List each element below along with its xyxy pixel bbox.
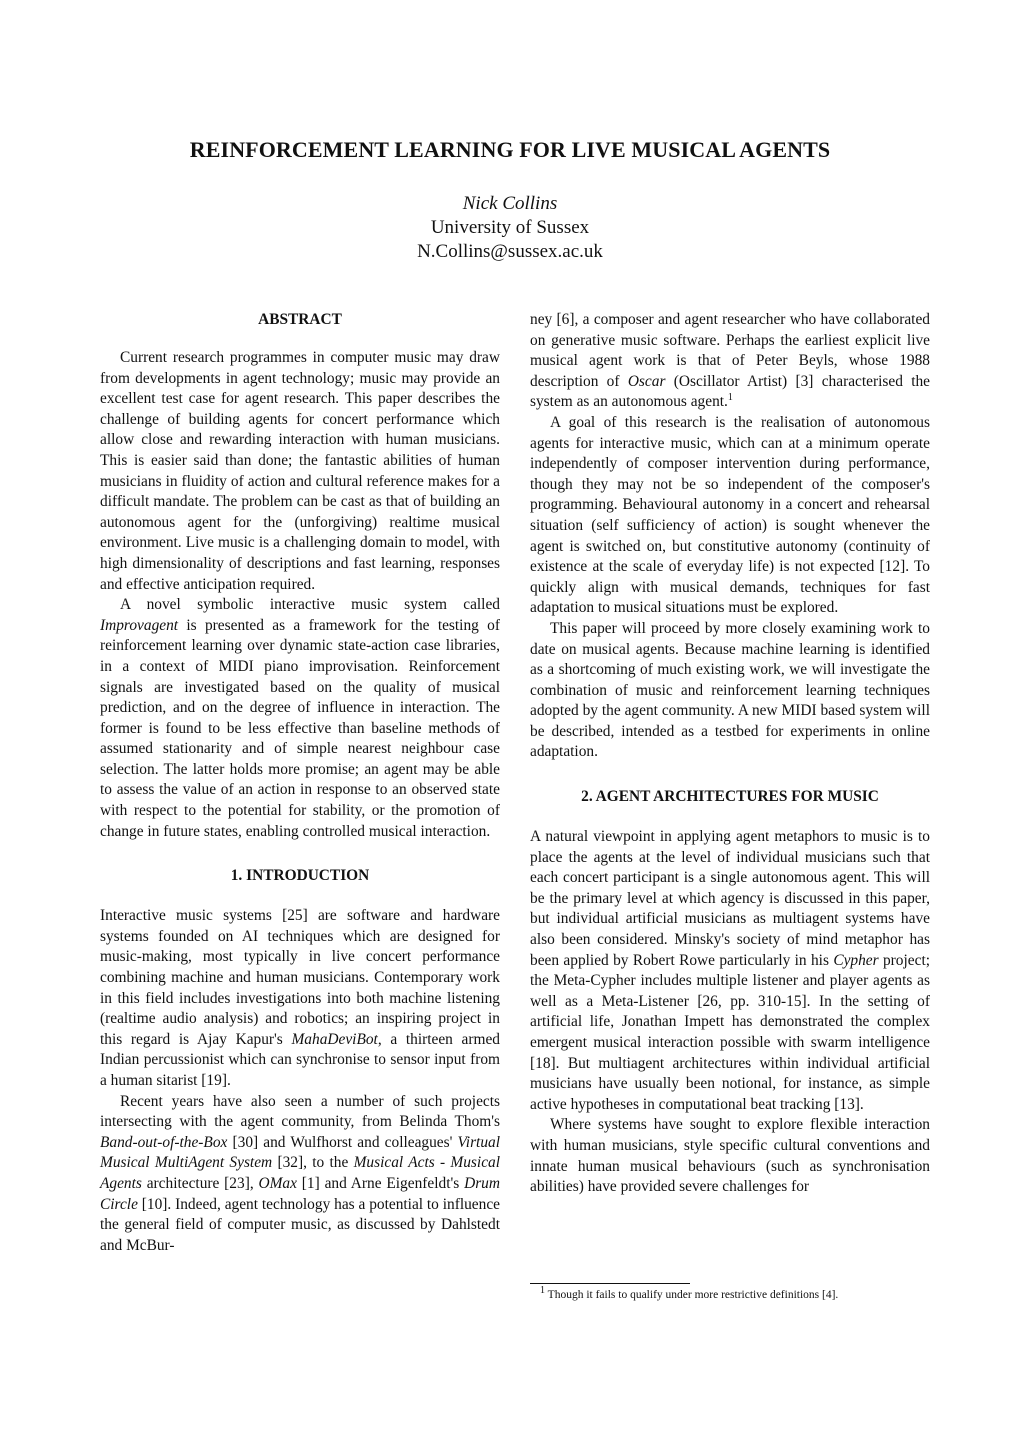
right-column xyxy=(530,310,930,1198)
intro-paragraph-2-continued: ney [6], a composer and agent researcher who have collaborated on generative music software. Perhaps the earliest explicit live musical agent work is that of Peter Beyls, whose 1988 description of Oscar (Oscillator Artist) [3] characterised the system as an autonomous agent.$^1$ xyxy=(530,311,930,411)
author-email: N.Collins@sussex.ac.uk xyxy=(417,241,603,262)
abstract-paragraph-2: A novel symbolic interactive music system called Improvagent is presented as a framework for the testing of reinforcement learning over dynamic state-action case libraries, in a context of MIDI piano improvisation. Reinforcement signals are investigated based on the quality of musical prediction, and on the degree of influence in interaction. The former is found to be less effective than baseline methods of assumed stationarity and of simple nearest neighbour case selection. The latter holds more promise; an agent may be able to assess the value of an action in response to an observed state with respect to the potential for stability, or the promotion of change in future states, enabling controlled musical interaction. xyxy=(100,596,500,840)
left-column xyxy=(100,310,500,1256)
section-2-heading: 2. AGENT ARCHITECTURES FOR MUSIC xyxy=(581,788,879,806)
footnote-area xyxy=(530,1283,930,1302)
footnote-marker: 1 xyxy=(727,392,733,404)
intro-paragraph-2: Recent years have also seen a number of such projects intersecting with the agent community, from Belinda Thom's Band-out-of-the-Box [30] and Wulfhorst and colleagues' Virtual Musical MultiAgent System [32], to the Musical Acts - Musical Agents architecture [23], OMax [1] and Arne Eigenfeldt's Drum Circle [10]. Indeed, agent technology has a potential to influence the general field of computer music, as discussed by Dahlstedt and McBur- xyxy=(100,1092,501,1254)
section-2-paragraph-1: A natural viewpoint in applying agent metaphors to music is to place the agents at the level of individual musicians such that each concert participant is a single autonomous agent. This will be the primary level at which agency is discussed in this paper, but individual artificial musicians as multiagent systems have also been considered. Minsky's society of mind metaphor has been applied by Robert Rowe particularly in his Cypher project; the Meta-Cypher includes multiple listener and player agents as well as a Meta-Listener [26, pp. 310-15]. In the setting of artificial life, Jonathan Impett has demonstrated the complex emergent musical interaction possible with swarm intelligence [18]. But multiagent architectures within individual artificial musicians have usually been notional, for instance, as simple active hypotheses in computational beat tracking [13]. xyxy=(530,828,930,1113)
author-block xyxy=(0,192,1020,264)
abstract-paragraph-1: Current research programmes in computer music may draw from developments in agent technology; music may provide an excellent test case for agent research. This paper describes the challenge of building agents for concert performance which allow close and rewarding interaction with human musicians. This is easier said than done; the fantastic abilities of human musicians in fluidity of action and cultural reference makes for a difficult mandate. The problem can be cast as that of building an autonomous agent for the (unforgiving) realtime musical environment. Live music is a challenging domain to model, with high dimensionality of descriptions and fast learning, responses and effective anticipation required. xyxy=(100,349,500,593)
footnote: $^1$ Though it fails to qualify under more restrictive definitions [4]. xyxy=(540,1285,839,1301)
intro-paragraph-4: This paper will proceed by more closely examining work to date on musical agents. Because machine learning is identified as a shortcoming of much existing work, we will investigate the combination of music and reinforcement learning techniques adopted by the agent community. A new MIDI based system will be described, intended as a testbed for experiments in online adaptation. xyxy=(530,619,930,761)
intro-paragraph-1: Interactive music systems [25] are software and hardware systems founded on AI techniques which are designed for music-making, most typically in live concert performance combining machine and human musicians. Contemporary work in this field includes investigations into both machine listening (realtime audio analysis) and robotics; an inspiring project in this regard is Ajay Kapur's MahaDeviBot, a thirteen armed Indian percussionist which can synchronise to sensor input from a human sitarist [19]. xyxy=(100,907,500,1089)
introduction-heading: 1. INTRODUCTION xyxy=(230,867,370,885)
author-affiliation: University of Sussex xyxy=(430,217,590,238)
footnote-rule xyxy=(530,1283,690,1284)
author-name: Nick Collins xyxy=(462,193,558,214)
intro-paragraph-3: A goal of this research is the realisation of autonomous agents for interactive music, which can at a minimum operate independently of composer intervention during performance, though they may not be so independent of the composer's programming. Behavioural autonomy in a concert and rehearsal situation (self sufficiency of action) is sought whenever the agent is switched on, but constitutive autonomy (continuity of existence at the scale of everyday life) is not expected [12]. To quickly align with musical demands, techniques for fast adaptation to musical situations must be explored. xyxy=(530,413,930,617)
abstract-heading: ABSTRACT xyxy=(258,311,342,328)
section-2-paragraph-2: Where systems have sought to explore flexible interaction with human musicians, style specific cultural conventions and innate human musical behaviours (such as synchronisation abilities) have provided severe challenges for xyxy=(530,1116,930,1196)
paper-title: REINFORCEMENT LEARNING FOR LIVE MUSICAL AGENTS xyxy=(189,137,831,162)
